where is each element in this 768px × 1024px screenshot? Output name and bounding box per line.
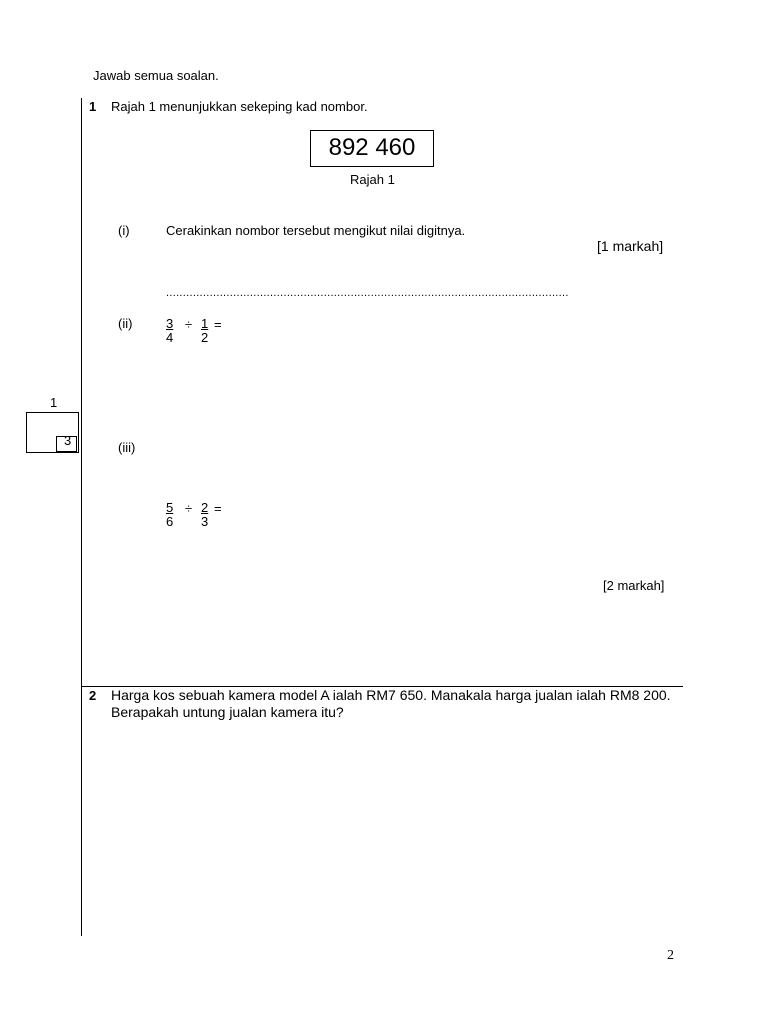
- part-i-marks: [1 markah]: [597, 238, 664, 254]
- answer-line: ........................................................................................................................: [166, 287, 569, 299]
- margin-line: [81, 98, 82, 936]
- equals-sign: =: [214, 317, 222, 332]
- question-2-text: Harga kos sebuah kamera model A ialah RM7 650. Manakala harga jualan ialah RM8 200. Berapakah untung jualan kamera itu?: [111, 687, 671, 720]
- denominator: 4: [166, 330, 174, 345]
- question-2-number: 2: [89, 688, 97, 703]
- part-ii-iii-marks: [2 markah]: [603, 578, 665, 593]
- question-1-prompt: Rajah 1 menunjukkan sekeping kad nombor.: [111, 99, 368, 114]
- division-sign: ÷: [185, 317, 193, 332]
- part-i-label: (i): [118, 223, 130, 238]
- numerator: 5: [166, 500, 174, 515]
- equals-sign: =: [214, 501, 222, 516]
- division-sign: ÷: [185, 501, 193, 516]
- numerator: 3: [166, 316, 174, 331]
- part-iii-fraction-1: [166, 501, 173, 529]
- question-1-number: 1: [89, 99, 97, 114]
- score-max: 3: [64, 433, 72, 448]
- figure-caption: Rajah 1: [350, 172, 395, 187]
- part-i-question: Cerakinkan nombor tersebut mengikut nilai digitnya.: [166, 223, 466, 238]
- part-iii-label: (iii): [118, 440, 136, 455]
- part-ii-label: (ii): [118, 316, 133, 331]
- denominator: 2: [201, 330, 209, 345]
- numerator: 1: [201, 316, 209, 331]
- number-card: 892 460: [310, 130, 434, 167]
- part-ii-fraction-2: [201, 317, 208, 345]
- score-total: 1: [50, 395, 58, 410]
- part-ii-fraction-1: [166, 317, 173, 345]
- instruction-text: Jawab semua soalan.: [93, 68, 219, 83]
- page-number: 2: [667, 948, 674, 963]
- denominator: 6: [166, 514, 174, 529]
- denominator: 3: [201, 514, 209, 529]
- part-iii-fraction-2: [201, 501, 208, 529]
- numerator: 2: [201, 500, 209, 515]
